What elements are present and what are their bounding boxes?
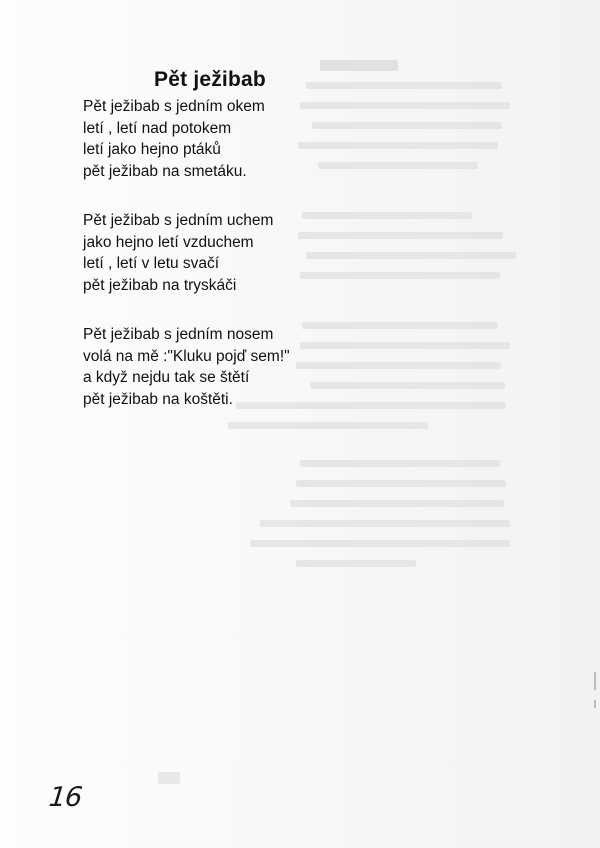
verse-line: Pět ježibab s jedním uchem (83, 212, 274, 229)
verse-line: pět ježibab na smetáku. (83, 162, 247, 180)
verse-line: letí , letí v letu svačí (83, 255, 220, 272)
scan-edge-mark (594, 700, 596, 708)
verse-line: Pět ježibab s jedním okem (83, 98, 265, 115)
verse-line: pět ježibab na tryskáči (83, 276, 237, 294)
verse-line: letí , letí nad potokem (83, 119, 232, 137)
poem-body (83, 96, 343, 438)
verse-line: volá na mě :"Kluku pojď sem!" (83, 347, 290, 365)
stanza-1 (83, 96, 343, 182)
verse-line: pět ježibab na koštěti. (83, 390, 233, 408)
verse-line: letí jako hejno ptáků (83, 141, 221, 158)
verse-line: Pět ježibab s jedním nosem (83, 326, 274, 343)
stanza-2 (83, 210, 343, 296)
poem-title: Pět ježibab (154, 68, 266, 91)
stanza-3 (83, 324, 343, 410)
handwritten-page-number: 16 (47, 782, 83, 813)
verse-line: jako hejno letí vzduchem (83, 233, 254, 251)
scan-edge-mark (594, 672, 596, 690)
verse-line: a když nejdu tak se štětí (83, 369, 250, 386)
